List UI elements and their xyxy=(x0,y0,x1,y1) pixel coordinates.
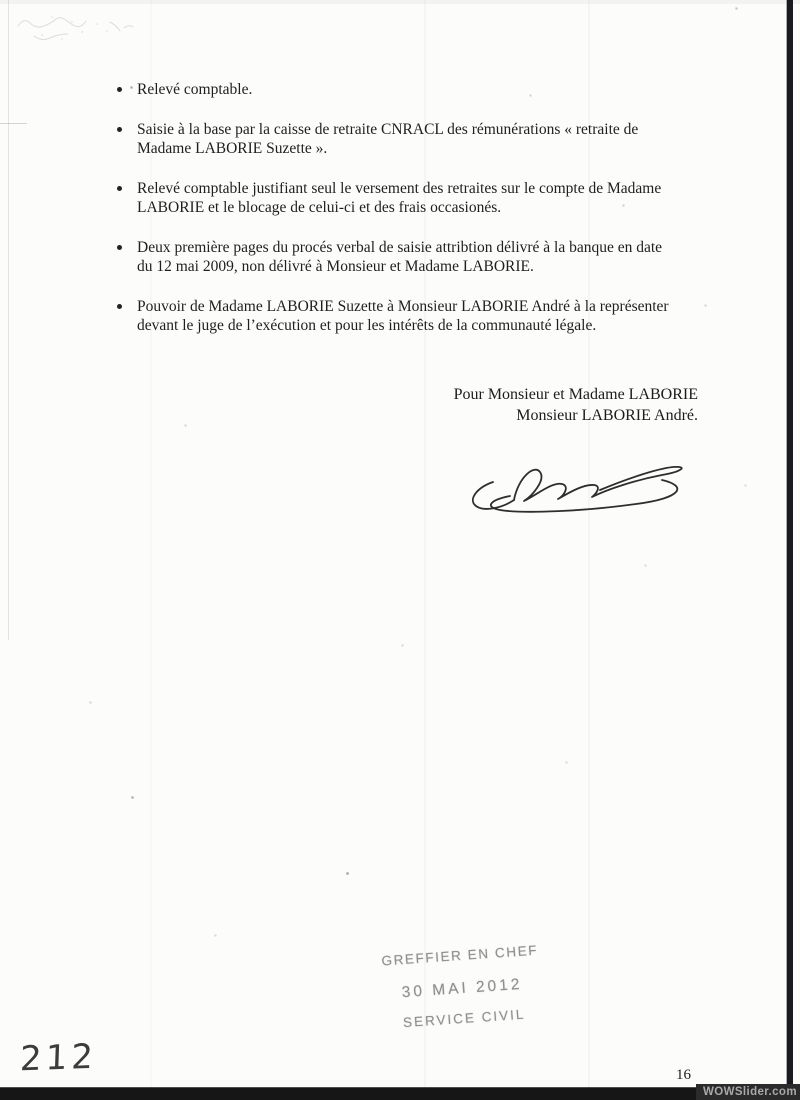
bullet-text xyxy=(137,238,662,277)
watermark-text: WOWSlider.com xyxy=(702,1086,797,1098)
bottom-border xyxy=(0,1087,800,1100)
bullet-line: du 12 mai 2009, non délivré à Monsieur et Madame LABORIE. xyxy=(137,258,534,275)
list-item xyxy=(117,297,727,336)
bullet-icon xyxy=(117,186,122,191)
bullet-text xyxy=(137,120,638,159)
scan-fold-line xyxy=(8,0,9,640)
scan-noise-specks xyxy=(0,0,1,1)
bullet-line: Relevé comptable. xyxy=(137,81,253,98)
handwritten-page-number: 212 xyxy=(19,1036,98,1080)
watermark-badge xyxy=(696,1084,800,1100)
stamp-date-line: 30 MAI 2012 xyxy=(401,975,524,1002)
signature-scribble-icon xyxy=(466,444,704,516)
bullet-line: Pouvoir de Madame LABORIE Suzette à Monsieur LABORIE André à la représenter xyxy=(137,297,669,315)
page-number: 16 xyxy=(676,1067,691,1083)
list-item xyxy=(117,80,727,100)
pencil-smudge xyxy=(12,4,152,54)
bullet-line: Saisie à la base par la caisse de retraite CNRACL des rémunérations « retraite de xyxy=(137,120,639,138)
bullet-icon xyxy=(117,127,122,132)
bullet-line: Madame LABORIE Suzette ». xyxy=(137,140,328,157)
signature-block xyxy=(420,384,698,426)
stamp-service-line: SERVICE CIVIL xyxy=(402,1006,526,1031)
bullet-line: Relevé comptable justifiant seul le versement des retraites sur le compte de Madame xyxy=(137,179,662,197)
bullet-line: LABORIE et le blocage de celui-ci et des frais occasionés. xyxy=(137,199,502,216)
bullet-text xyxy=(137,297,669,336)
bullet-icon xyxy=(117,87,122,92)
bullet-icon xyxy=(117,245,122,250)
bullet-text xyxy=(137,179,661,218)
bullet-line: devant le juge de l’exécution et pour les intérêts de la communauté légale. xyxy=(137,317,597,334)
signature-line: Monsieur LABORIE André. xyxy=(516,407,698,424)
bullet-icon xyxy=(117,304,122,309)
bullet-text xyxy=(137,80,252,100)
right-border xyxy=(787,0,793,1100)
signature-line: Pour Monsieur et Madame LABORIE xyxy=(453,386,698,403)
bullet-list xyxy=(117,80,727,356)
list-item xyxy=(117,120,727,159)
bullet-line: Deux première pages du procés verbal de saisie attribtion délivré à la banque en date xyxy=(137,238,663,256)
date-stamp xyxy=(373,942,550,1032)
list-item xyxy=(117,179,727,218)
stamp-office-line: GREFFIER EN CHEF xyxy=(381,942,539,969)
list-item xyxy=(117,238,727,277)
scan-fold-mark xyxy=(0,123,27,124)
